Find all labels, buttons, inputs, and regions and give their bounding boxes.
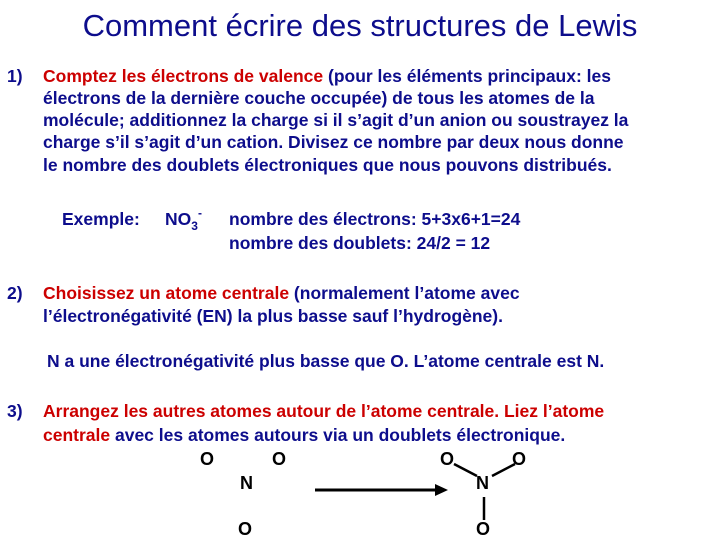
right-oxygen-1: O	[440, 449, 455, 469]
formula-subscript: 3	[191, 219, 198, 233]
page-title: Comment écrire des structures de Lewis	[82, 8, 638, 43]
step-3-line-2	[43, 425, 565, 447]
left-oxygen-2: O	[272, 449, 287, 469]
example-label: Exemple:	[62, 209, 140, 229]
step-1-line-3: molécule; additionnez la charge si il s’agit d’un anion ou soustrayez la	[43, 110, 629, 130]
step-2-line-1-rest: (normalement l’atome avec	[289, 283, 520, 303]
example-doublets: nombre des doublets: 24/2 = 12	[229, 233, 491, 253]
left-oxygen-3: O	[238, 519, 253, 539]
step-2-note: N a une électronégativité plus basse que O. L’atome centrale est N.	[47, 351, 605, 371]
step-1-highlight: Comptez les électrons de valence	[43, 66, 324, 86]
right-nitrogen: N	[476, 473, 489, 493]
step-1-number: 1)	[7, 66, 23, 86]
step-2-line-1	[43, 283, 520, 305]
step-1-line-5: le nombre des doublets électroniques que nous pouvons distribués.	[43, 155, 612, 175]
step-3-highlight: centrale	[43, 425, 111, 445]
step-3-number: 3)	[7, 401, 23, 421]
right-oxygen-2: O	[512, 449, 527, 469]
step-1-line-4: charge s’il s’agit d’un cation. Divisez ce nombre par deux nous donne	[43, 132, 624, 152]
step-2-line-2: l’électronégativité (EN) la plus basse sauf l’hydrogène).	[43, 306, 503, 326]
formula-main: NO	[165, 209, 192, 229]
step-3-line-2-rest: avec les atomes autours via un doublets électronique.	[110, 425, 566, 445]
step-2-number: 2)	[7, 283, 23, 303]
example-electrons: nombre des électrons: 5+3x6+1=24	[229, 209, 521, 229]
step-1-line-1-rest: (pour les éléments principaux: les	[323, 66, 611, 86]
step-1-line-2: électrons de la dernière couche occupée) de tous les atomes de la	[43, 88, 595, 108]
example-formula	[165, 206, 202, 233]
left-oxygen-1: O	[200, 449, 215, 469]
step-2-highlight: Choisissez un atome centrale	[43, 283, 290, 303]
step-1-line-1	[43, 66, 611, 88]
reaction-arrow	[315, 482, 450, 498]
step-3-line-1: Arrangez les autres atomes autour de l’atome centrale. Liez l’atome	[43, 401, 605, 421]
left-nitrogen: N	[240, 473, 253, 493]
right-oxygen-3: O	[476, 519, 491, 539]
formula-superscript: -	[197, 206, 202, 220]
